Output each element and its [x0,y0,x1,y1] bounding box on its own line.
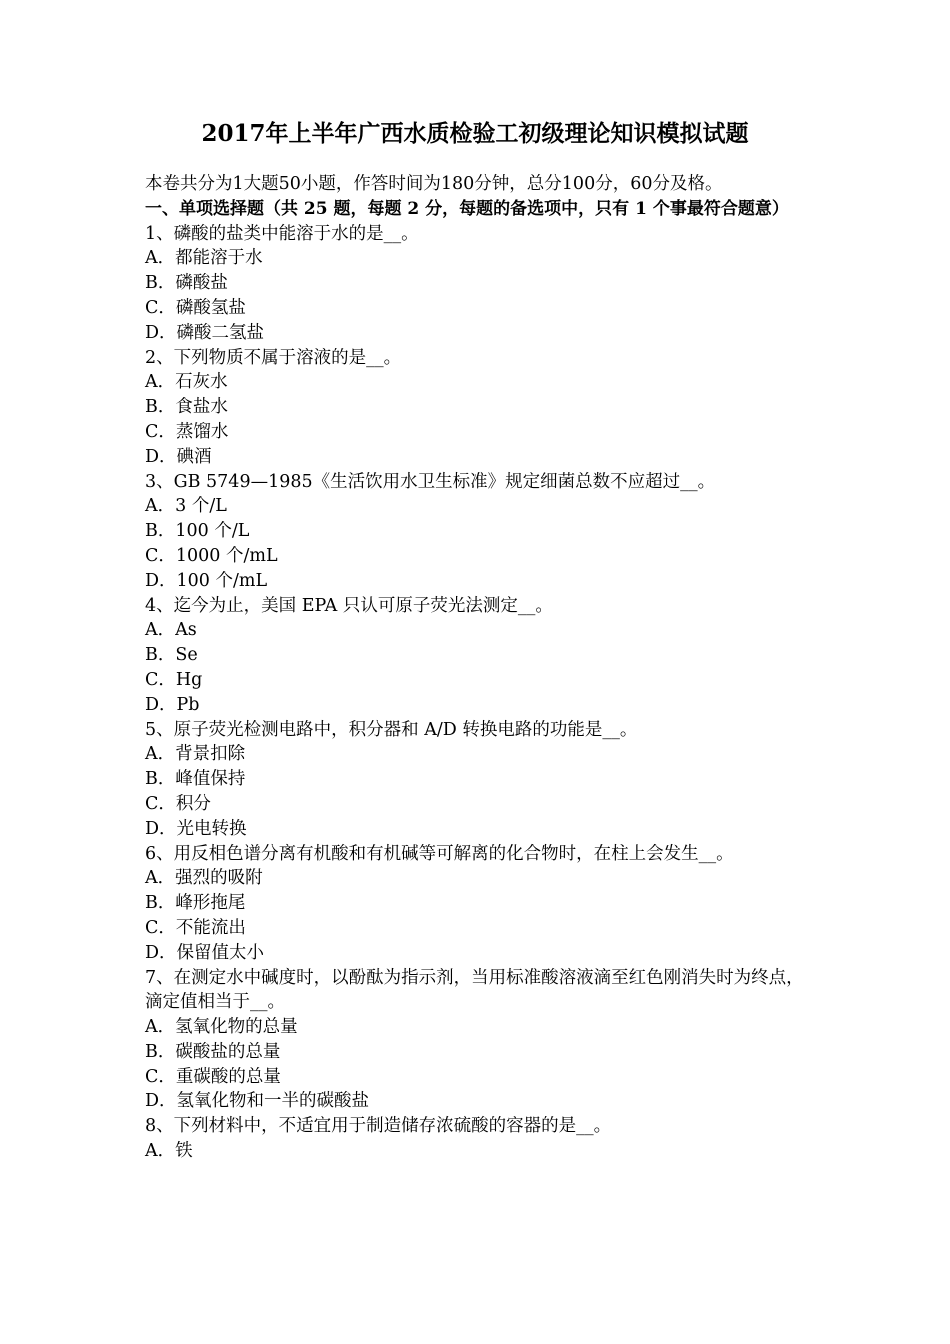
question-1 [145,222,813,346]
option-c: C．1000 个/mL [145,545,278,566]
option-c: C．积分 [145,793,211,814]
question-stem: 7、在测定水中碱度时，以酚酞为指示剂，当用标准酸溶液滴至红色刚消失时为终点，滴定值相当于__。 [145,967,804,1013]
option-b: B．Se [145,645,198,666]
option-c: C．蒸馏水 [145,421,229,442]
option-d: D．保留值太小 [145,942,265,963]
question-stem: 3、GB 5749—1985《生活饮用水卫生标准》规定细菌总数不应超过__。 [145,471,716,492]
option-c: C．不能流出 [145,917,246,938]
question-7 [145,966,813,1115]
option-b: B．100 个/L [145,521,250,542]
option-c: C．重碳酸的总量 [145,1066,281,1087]
question-stem: 6、用反相色谱分离有机酸和有机碱等可解离的化合物时，在柱上会发生__。 [145,843,734,864]
question-8 [145,1114,813,1164]
option-b: B．磷酸盐 [145,273,228,294]
question-list [145,222,813,1164]
option-list [145,742,813,841]
option-a: A．石灰水 [145,372,228,393]
option-list [145,1139,813,1164]
option-list [145,618,813,717]
question-4 [145,594,813,718]
question-2 [145,346,813,470]
option-b: B．碳酸盐的总量 [145,1041,281,1062]
question-stem: 8、下列材料中，不适宜用于制造储存浓硫酸的容器的是__。 [145,1116,612,1137]
question-stem: 5、原子荧光检测电路中，积分器和 A/D 转换电路的功能是__。 [145,719,638,740]
question-stem: 2、下列物质不属于溶液的是__。 [145,347,402,368]
option-b: B．食盐水 [145,397,228,418]
option-a: A．背景扣除 [145,744,246,765]
option-a: A．As [145,620,197,641]
option-c: C．磷酸氢盐 [145,297,246,318]
option-list [145,1015,813,1114]
option-c: C．Hg [145,669,203,690]
question-3 [145,470,813,594]
section-heading: 一、单项选择题（共 25 题，每题 2 分，每题的备选项中，只有 1 个事最符合题意） [145,198,789,219]
option-d: D．100 个/mL [145,570,268,591]
option-a: A．氢氧化物的总量 [145,1017,298,1038]
option-d: D．碘酒 [145,446,212,467]
option-d: D．光电转换 [145,818,247,839]
exam-intro: 本卷共分为1大题50小题，作答时间为180分钟，总分100分，60分及格。 [145,174,723,194]
option-b: B．峰值保持 [145,769,246,790]
option-a: A．3 个/L [145,496,227,517]
option-list [145,246,813,345]
question-6 [145,842,813,966]
option-d: D．Pb [145,694,200,715]
option-list [145,866,813,965]
question-5 [145,718,813,842]
question-stem: 4、迄今为止，美国 EPA 只认可原子荧光法测定__。 [145,595,553,616]
document-body [145,172,813,1164]
option-list [145,370,813,469]
document-title: 2017年上半年广西水质检验工初级理论知识模拟试题 [201,120,749,147]
question-stem: 1、磷酸的盐类中能溶于水的是__。 [145,223,419,244]
option-d: D．磷酸二氢盐 [145,322,265,343]
option-list [145,494,813,593]
option-b: B．峰形拖尾 [145,893,246,914]
option-d: D．氢氧化物和一半的碳酸盐 [145,1091,370,1112]
option-a: A．铁 [145,1141,193,1162]
option-a: A．强烈的吸附 [145,868,263,889]
option-a: A．都能溶于水 [145,248,263,269]
